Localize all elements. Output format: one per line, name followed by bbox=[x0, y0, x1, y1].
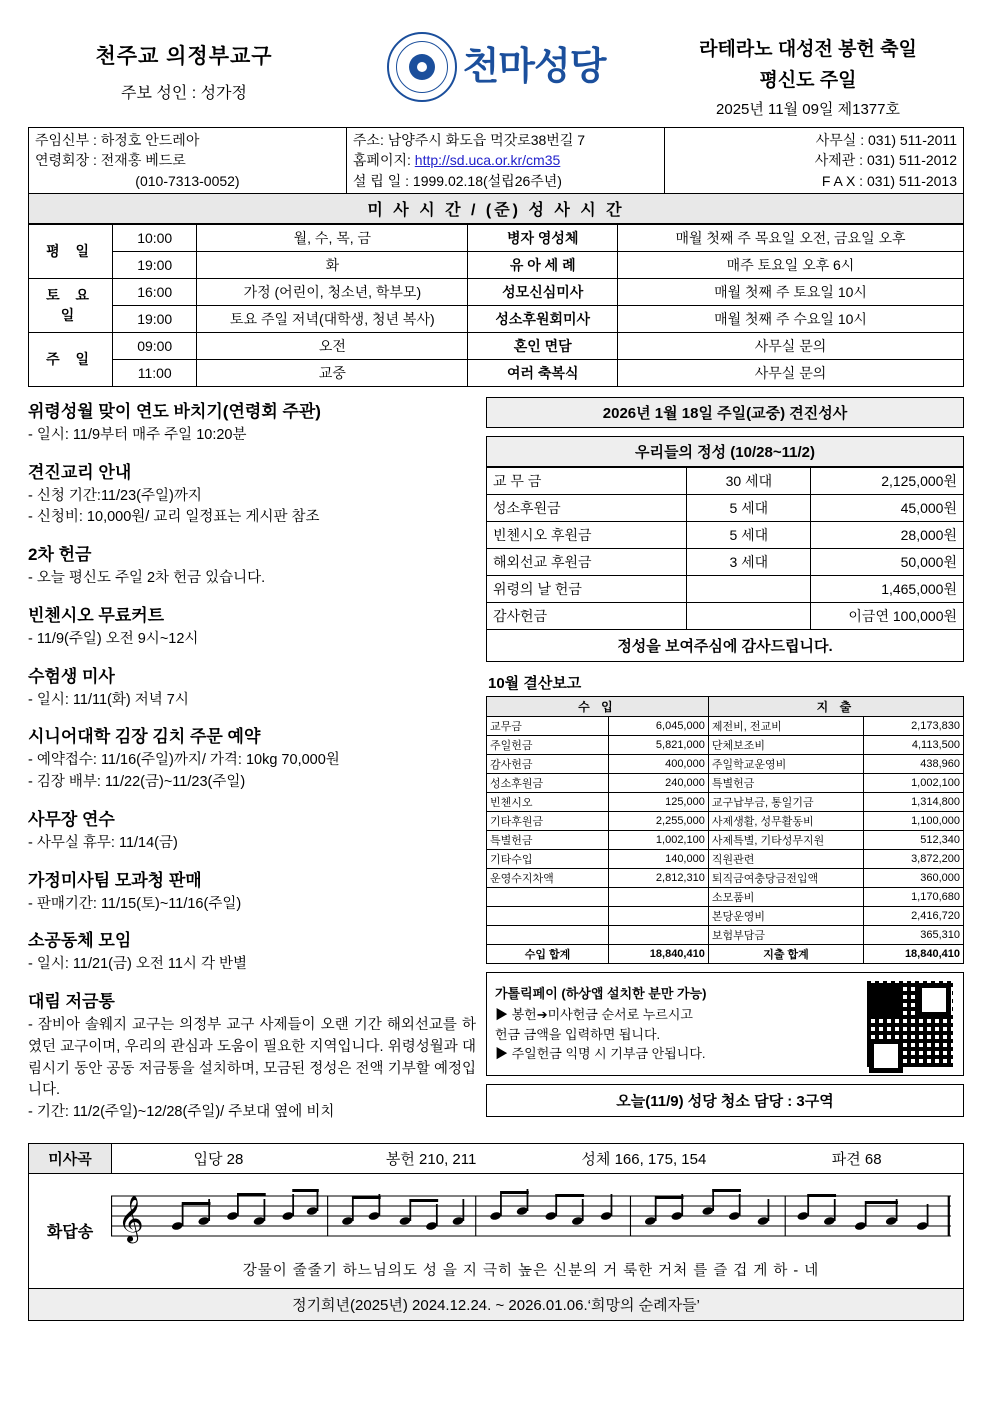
parish-info-table bbox=[28, 127, 964, 194]
offering-amount: 50,000원 bbox=[811, 548, 964, 575]
announcement-line: - 11/9(주일) 오전 9시~12시 bbox=[28, 630, 199, 647]
masthead-center bbox=[346, 26, 646, 102]
income-label bbox=[487, 887, 609, 906]
expense-label: 특별헌금 bbox=[708, 773, 863, 792]
table-row bbox=[487, 754, 964, 773]
table-row bbox=[487, 548, 964, 575]
song-entrance: 입당 28 bbox=[193, 1150, 244, 1168]
mass-time: 11:00 bbox=[113, 359, 197, 386]
sacrament-time: 매월 첫째 주 목요일 오전, 금요일 오후 bbox=[618, 224, 964, 251]
table-row bbox=[487, 811, 964, 830]
mass-songs-label: 미사곡 bbox=[29, 1144, 112, 1173]
announcement-line: - 일시: 11/9부터 매주 주일 10:20분 bbox=[28, 426, 247, 443]
income-label: 운영수지차액 bbox=[487, 868, 609, 887]
homepage-link[interactable]: http://sd.uca.or.kr/cm35 bbox=[414, 152, 561, 169]
expense-label: 사제특별, 기타성무지원 bbox=[708, 830, 863, 849]
announcement-title: 견진교리 안내 bbox=[28, 462, 132, 482]
income-amount bbox=[609, 925, 709, 944]
feast-title: 라테라노 대성전 봉헌 축일 bbox=[699, 39, 917, 60]
offering-households bbox=[687, 575, 811, 602]
announcement-line: - 신청비: 10,000원/ 교리 일정표는 게시판 참조 bbox=[28, 509, 320, 526]
income-label: 특별헌금 bbox=[487, 830, 609, 849]
announcement-item bbox=[28, 926, 476, 976]
income-amount: 125,000 bbox=[609, 792, 709, 811]
mass-time: 10:00 bbox=[113, 224, 197, 251]
table-row bbox=[29, 332, 964, 359]
announcement-item bbox=[28, 805, 476, 855]
catholic-pay-line1: ▶ 봉헌➔미사헌금 순서로 누르시고 bbox=[495, 1007, 693, 1023]
income-amount: 2,812,310 bbox=[609, 868, 709, 887]
announcement-line: - 판매기간: 11/15(토)~11/16(주일) bbox=[28, 895, 242, 912]
announcement-title: 위령성월 맞이 연도 바치기(연령회 주관) bbox=[28, 401, 321, 421]
announcement-title: 시니어대학 김장 김치 주문 예약 bbox=[28, 727, 261, 747]
announcement-title: 사무장 연수 bbox=[28, 809, 115, 829]
income-label: 기타후원금 bbox=[487, 811, 609, 830]
table-row bbox=[487, 792, 964, 811]
expense-amount: 4,113,500 bbox=[864, 735, 964, 754]
table-header-row bbox=[487, 696, 964, 716]
offering-amount: 45,000원 bbox=[811, 494, 964, 521]
table-row bbox=[487, 602, 964, 629]
announcement-line: - 사무실 휴무: 11/14(금) bbox=[28, 834, 178, 851]
catholic-pay-title: 가톨릭페이 (하상앱 설치한 분만 가능) bbox=[495, 985, 707, 1001]
mass-day: 평 일 bbox=[29, 224, 113, 278]
income-amount: 5,821,000 bbox=[609, 735, 709, 754]
mass-desc: 화 bbox=[197, 251, 468, 278]
finance-table bbox=[486, 696, 964, 964]
announcement-item bbox=[28, 866, 476, 916]
feast-subtitle: 평신도 주일 bbox=[759, 70, 857, 91]
expense-label: 소모품비 bbox=[708, 887, 863, 906]
mass-time: 19:00 bbox=[113, 305, 197, 332]
confirmation-banner: 2026년 1월 18일 주일(교중) 견진성사 bbox=[486, 397, 964, 428]
income-label bbox=[487, 906, 609, 925]
expense-label: 본당운영비 bbox=[708, 906, 863, 925]
qr-code-icon bbox=[865, 979, 955, 1069]
sacrament-time: 사무실 문의 bbox=[618, 359, 964, 386]
announcement-line: - 일시: 11/21(금) 오전 11시 각 반별 bbox=[28, 956, 248, 973]
announcement-line: - 신청 기간:11/23(주일)까지 bbox=[28, 487, 202, 504]
income-label: 성소후원금 bbox=[487, 773, 609, 792]
offering-households bbox=[687, 602, 811, 629]
catholic-pay-text bbox=[495, 984, 857, 1064]
council-name: 전재홍 베드로 bbox=[100, 152, 186, 169]
song-communion: 성체 166, 175, 154 bbox=[581, 1150, 707, 1168]
diocese-name: 천주교 의정부교구 bbox=[95, 45, 273, 68]
offering-name: 성소후원금 bbox=[487, 494, 687, 521]
announcement-line: - 일시: 11/11(화) 저녁 7시 bbox=[28, 691, 189, 708]
income-amount: 400,000 bbox=[609, 754, 709, 773]
table-row bbox=[487, 830, 964, 849]
sacrament-kind: 여러 축복식 bbox=[468, 359, 618, 386]
announcement-item bbox=[28, 662, 476, 712]
finance-title: 10월 결산보고 bbox=[488, 674, 582, 692]
expense-label: 주일학교운영비 bbox=[708, 754, 863, 773]
income-amount: 1,002,100 bbox=[609, 830, 709, 849]
song-recessional: 파견 68 bbox=[831, 1150, 882, 1168]
offering-table bbox=[486, 467, 964, 662]
music-notation-icon bbox=[111, 1180, 951, 1254]
table-row bbox=[29, 359, 964, 386]
announcement-title: 빈첸시오 무료커트 bbox=[28, 605, 165, 625]
parish-name: 천마성당 bbox=[462, 46, 606, 88]
announcement-line: - 오늘 평신도 주일 2차 헌금 있습니다. bbox=[28, 570, 266, 587]
info-cell-clergy bbox=[29, 128, 347, 194]
expense-label: 사제생활, 성무활동비 bbox=[708, 811, 863, 830]
income-amount bbox=[609, 906, 709, 925]
table-row bbox=[487, 629, 964, 661]
income-label: 기타수입 bbox=[487, 849, 609, 868]
expense-amount: 360,000 bbox=[864, 868, 964, 887]
expense-label: 교구납부금, 통일기금 bbox=[708, 792, 863, 811]
table-total-row bbox=[487, 944, 964, 963]
issue-date: 2025년 11월 09일 제1377호 bbox=[716, 101, 900, 118]
fax-number: F A X : 031) 511-2013 bbox=[821, 172, 957, 189]
office-phone: 사무실 : 031) 511-2011 bbox=[815, 132, 957, 148]
total-income-amount: 18,840,410 bbox=[609, 944, 709, 963]
offering-name: 위령의 날 헌금 bbox=[487, 575, 687, 602]
announcement-title: 가정미사팀 모과청 판매 bbox=[28, 870, 202, 890]
table-row bbox=[487, 868, 964, 887]
offering-amount: 2,125,000원 bbox=[811, 467, 964, 494]
mass-songs-items bbox=[112, 1144, 963, 1173]
income-label bbox=[487, 925, 609, 944]
announcement-item bbox=[28, 722, 476, 794]
mass-day: 토 요 일 bbox=[29, 278, 113, 332]
expense-amount: 2,173,830 bbox=[864, 716, 964, 735]
offering-title: 우리들의 정성 (10/28~11/2) bbox=[486, 436, 964, 467]
offering-households: 30 세대 bbox=[687, 467, 811, 494]
rectory-phone: 사제관 : 031) 511-2012 bbox=[814, 152, 957, 169]
address-line: 주소: 남양주시 화도읍 먹갓로38번길 7 bbox=[352, 132, 586, 148]
mass-time: 19:00 bbox=[113, 251, 197, 278]
table-row bbox=[29, 305, 964, 332]
total-expense-amount: 18,840,410 bbox=[864, 944, 964, 963]
table-row bbox=[487, 467, 964, 494]
table-row bbox=[29, 251, 964, 278]
mass-schedule-table bbox=[28, 224, 964, 387]
right-column bbox=[486, 397, 964, 1135]
expense-amount: 2,416,720 bbox=[864, 906, 964, 925]
announcement-line: - 김장 배부: 11/22(금)~11/23(주일) bbox=[28, 774, 246, 791]
income-amount: 140,000 bbox=[609, 849, 709, 868]
announcement-title: 소공동체 모임 bbox=[28, 931, 132, 951]
table-row bbox=[487, 887, 964, 906]
announcement-line: - 기간: 11/2(주일)~12/28(주일)/ 주보대 옆에 비치 bbox=[28, 1104, 335, 1121]
income-amount: 240,000 bbox=[609, 773, 709, 792]
expense-amount: 1,314,800 bbox=[864, 792, 964, 811]
expense-label: 퇴직금여충당금전입액 bbox=[708, 868, 863, 887]
patron-saint: 주보 성인 : 성가정 bbox=[121, 85, 247, 102]
info-cell-contacts bbox=[664, 128, 963, 194]
expense-amount: 1,170,680 bbox=[864, 887, 964, 906]
song-offertory: 봉헌 210, 211 bbox=[385, 1150, 477, 1168]
jubilee-footer: 정기희년(2025년) 2024.12.24. ~ 2026.01.06.‘희망의 순례자들’ bbox=[28, 1289, 964, 1321]
mass-desc: 월, 수, 목, 금 bbox=[197, 224, 468, 251]
table-row bbox=[487, 849, 964, 868]
masthead-right bbox=[658, 26, 958, 119]
music-staff bbox=[111, 1174, 963, 1288]
table-row bbox=[487, 521, 964, 548]
income-label: 주일헌금 bbox=[487, 735, 609, 754]
expense-amount: 1,100,000 bbox=[864, 811, 964, 830]
announcement-title: 대림 저금통 bbox=[28, 992, 115, 1012]
expense-amount: 3,872,200 bbox=[864, 849, 964, 868]
body-columns bbox=[28, 397, 964, 1135]
offering-households: 3 세대 bbox=[687, 548, 811, 575]
offering-name: 감사헌금 bbox=[487, 602, 687, 629]
cleaning-duty: 오늘(11/9) 성당 청소 담당 : 3구역 bbox=[486, 1084, 964, 1117]
expense-amount: 512,340 bbox=[864, 830, 964, 849]
sacrament-kind: 성모신심미사 bbox=[468, 278, 618, 305]
expense-label: 제전비, 전교비 bbox=[708, 716, 863, 735]
table-row bbox=[487, 575, 964, 602]
catholic-pay-line2: 헌금 금액을 입력하면 됩니다. bbox=[495, 1026, 661, 1042]
responsorial-psalm-row bbox=[29, 1174, 963, 1288]
total-expense-label: 지출 합계 bbox=[708, 944, 863, 963]
table-row bbox=[487, 925, 964, 944]
offering-amount: 이금연 100,000원 bbox=[811, 602, 964, 629]
offering-amount: 28,000원 bbox=[811, 521, 964, 548]
sacrament-kind: 혼인 면담 bbox=[468, 332, 618, 359]
sacrament-time: 사무실 문의 bbox=[618, 332, 964, 359]
income-label: 교무금 bbox=[487, 716, 609, 735]
expense-label: 직원관련 bbox=[708, 849, 863, 868]
mass-desc: 오전 bbox=[197, 332, 468, 359]
expense-label: 단체보조비 bbox=[708, 735, 863, 754]
sacrament-time: 매주 토요일 오후 6시 bbox=[618, 251, 964, 278]
income-amount: 6,045,000 bbox=[609, 716, 709, 735]
announcements-column bbox=[28, 397, 476, 1135]
table-row bbox=[487, 906, 964, 925]
offering-households: 5 세대 bbox=[687, 494, 811, 521]
income-amount bbox=[609, 887, 709, 906]
announcement-line: - 잠비아 솔웨지 교구는 의정부 교구 사제들이 오랜 기간 해외선교를 하였던 교구이며, 우리의 관심과 도움이 필요한 지역입니다. 위령성월과 대림시기 동안 공동 저금통을 설치하며, 모금된 정성은 전액 기부할 예정입니다. bbox=[28, 1017, 476, 1099]
sacrament-kind: 유 아 세 례 bbox=[468, 251, 618, 278]
income-label: 감사헌금 bbox=[487, 754, 609, 773]
mass-time: 16:00 bbox=[113, 278, 197, 305]
offering-households: 5 세대 bbox=[687, 521, 811, 548]
council-phone: (010-7313-0052) bbox=[135, 172, 240, 189]
expense-amount: 1,002,100 bbox=[864, 773, 964, 792]
table-row bbox=[29, 278, 964, 305]
table-row bbox=[29, 224, 964, 251]
svg-text:𝄞: 𝄞 bbox=[117, 1194, 144, 1242]
announcement-title: 2차 헌금 bbox=[28, 545, 92, 565]
pastor-label: 주임신부 : bbox=[35, 132, 97, 148]
expense-amount: 438,960 bbox=[864, 754, 964, 773]
responsorial-lyrics: 강물이 줄줄기 하느님의도 성 을 지 극히 높은 신분의 거 룩한 거처 를 즐 겁 게 하 - 네 bbox=[242, 1262, 820, 1279]
pastor-name: 하정호 안드레아 bbox=[100, 132, 200, 148]
expense-label: 보험부담금 bbox=[708, 925, 863, 944]
offering-name: 빈첸시오 후원금 bbox=[487, 521, 687, 548]
sacrament-kind: 성소후원회미사 bbox=[468, 305, 618, 332]
mass-desc: 토요 주일 저녁(대학생, 청년 복사) bbox=[197, 305, 468, 332]
total-income-label: 수입 합계 bbox=[487, 944, 609, 963]
mass-time: 09:00 bbox=[113, 332, 197, 359]
income-amount: 2,255,000 bbox=[609, 811, 709, 830]
mass-day: 주 일 bbox=[29, 332, 113, 386]
founded-line: 설 립 일 : 1999.02.18(설립26주년) bbox=[352, 172, 562, 189]
announcement-line: - 예약접수: 11/16(주일)까지/ 가격: 10kg 70,000원 bbox=[28, 752, 340, 769]
masthead-left bbox=[34, 26, 334, 103]
catholic-pay-box bbox=[486, 972, 964, 1076]
mass-schedule-title: 미 사 시 간 / (준) 성 사 시 간 bbox=[28, 194, 964, 224]
responsorial-label: 화답송 bbox=[46, 1224, 94, 1242]
catholic-pay-line3: ▶ 주일헌금 익명 시 기부금 안됩니다. bbox=[495, 1046, 706, 1062]
offering-amount: 1,465,000원 bbox=[811, 575, 964, 602]
expense-amount: 365,310 bbox=[864, 925, 964, 944]
masthead bbox=[28, 18, 964, 123]
mass-songs-row bbox=[29, 1144, 963, 1174]
announcement-item bbox=[28, 601, 476, 651]
income-label: 빈첸시오 bbox=[487, 792, 609, 811]
homepage-label: 홈페이지: bbox=[352, 152, 411, 169]
sacrament-kind: 병자 영성체 bbox=[468, 224, 618, 251]
council-label: 연령회장 : bbox=[35, 152, 97, 169]
table-row bbox=[487, 494, 964, 521]
offering-thanks: 정성을 보여주심에 감사드립니다. bbox=[487, 629, 964, 661]
sacrament-time: 매월 첫째 주 토요일 10시 bbox=[618, 278, 964, 305]
offering-name: 해외선교 후원금 bbox=[487, 548, 687, 575]
announcement-item bbox=[28, 397, 476, 447]
mass-songs-section bbox=[28, 1143, 964, 1289]
diocese-seal-icon bbox=[387, 32, 457, 102]
announcement-title: 수험생 미사 bbox=[28, 666, 115, 686]
info-cell-address bbox=[346, 128, 664, 194]
income-header: 수 입 bbox=[487, 696, 709, 716]
mass-desc: 가정 (어린이, 청소년, 학부모) bbox=[197, 278, 468, 305]
mass-desc: 교중 bbox=[197, 359, 468, 386]
announcement-item bbox=[28, 458, 476, 530]
offering-name: 교 무 금 bbox=[487, 467, 687, 494]
table-row bbox=[487, 716, 964, 735]
table-row bbox=[487, 735, 964, 754]
table-row bbox=[487, 773, 964, 792]
expense-header: 지 출 bbox=[708, 696, 963, 716]
sacrament-time: 매월 첫째 주 수요일 10시 bbox=[618, 305, 964, 332]
announcement-item bbox=[28, 987, 476, 1124]
announcement-item bbox=[28, 540, 476, 590]
